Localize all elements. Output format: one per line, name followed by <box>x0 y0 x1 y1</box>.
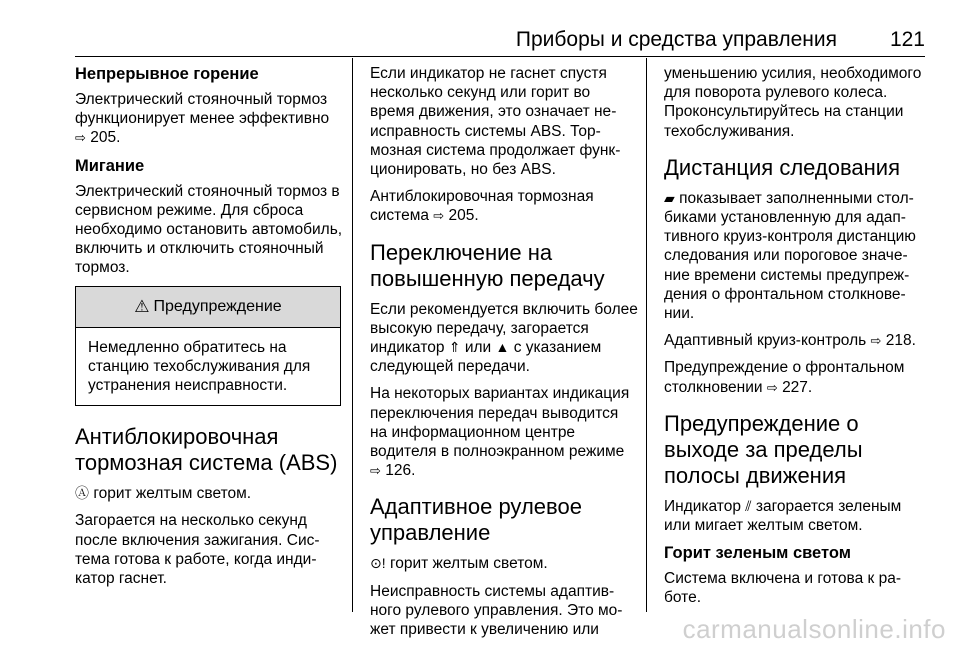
paragraph: ▰ показывает заполненными столбиками установленную для адаптивного круиз-контроля дистанцию следования или пороговое значение времени системы предупреждения о фронтальном столкновении. <box>664 189 916 323</box>
column-3 <box>664 64 926 616</box>
abs-indicator-icon: Ⓐ <box>75 485 89 502</box>
lane-departure-icon: ⫽ <box>745 497 752 514</box>
page-ref-arrow-icon: ⇨ <box>370 463 381 479</box>
section-title-abs: Антиблокировочная тормозная система (ABS) <box>75 424 338 476</box>
watermark: carmanualsonline.info <box>682 614 946 644</box>
paragraph: Электрический стояночный тормоз в сервисном режиме. Для сброса необходимо остановить автомобиль, включить и отключить стояночный тормоз. <box>75 182 343 277</box>
paragraph: Индикатор ⫽ загорается зеленым или мигает желтым светом. <box>664 497 902 535</box>
page-ref: 205. <box>448 207 479 225</box>
section-title-flashing: Мигание <box>75 156 145 175</box>
steering-warning-icon: ⊙! <box>370 555 386 572</box>
paragraph: Система включена и готова к работе. <box>664 570 902 607</box>
page-ref-arrow-icon: ⇨ <box>870 333 882 349</box>
column-divider-2 <box>646 58 647 612</box>
paragraph: На некоторых вариантах индикация переключения передач выводится на информационном центре водителя в полноэкранном режиме ⇨ 126. <box>370 385 630 480</box>
column-1 <box>75 64 343 596</box>
page-ref: 227. <box>782 378 813 396</box>
up-triangle-icon: ▲ <box>495 339 510 356</box>
header-rule <box>75 56 925 57</box>
paragraph: Если рекомендуется включить более высокую передачу, загорается индикатор ⇑ или ▲ с указанием следующей передачи. <box>370 300 638 376</box>
section-title-lane-departure: Предупреждение о выходе за пределы полосы движения <box>664 410 863 488</box>
section-title-green: Горит зеленым светом <box>664 544 851 563</box>
vehicle-ahead-icon: ▰ <box>664 189 675 206</box>
warning-header <box>76 287 340 328</box>
warning-text: Немедленно обратитесь на станцию техобслуживания для устранения неисправности. <box>88 338 311 395</box>
paragraph: Ⓐ горит желтым светом. <box>75 485 252 503</box>
paragraph: Загорается на несколько секунд после включения зажигания. Система готова к работе, когда индикатор гаснет. <box>75 512 320 588</box>
paragraph: Антиблокировочная тормозная система ⇨ 205. <box>370 188 594 225</box>
paragraph: Неисправность системы адаптивного рулевого управления. Это может привести к увеличению или <box>370 582 623 639</box>
paragraph: Адаптивный круиз-контроль ⇨ 218. <box>664 332 916 350</box>
page-number: 121 <box>889 28 925 51</box>
column-2 <box>370 64 638 647</box>
page-ref: 205. <box>90 129 121 147</box>
paragraph: Электрический стояночный тормоз функционирует менее эффективно ⇨ 205. <box>75 91 330 147</box>
page-ref-arrow-icon: ⇨ <box>433 208 445 224</box>
section-title-following-distance: Дистанция следования <box>664 154 901 180</box>
column-divider-1 <box>352 58 353 612</box>
section-title-adaptive-steering: Адаптивное рулевое управление <box>370 494 582 546</box>
paragraph: Если индикатор не гаснет спустя несколько секунд или горит во время движения, это означает неисправность системы ABS. Тормозная система продолжает функционировать, но без ABS. <box>370 65 621 179</box>
warning-triangle-icon: ⚠ <box>134 297 150 317</box>
upshift-indicator-icon: ⇑ <box>448 339 461 356</box>
page-ref: 218. <box>885 332 916 350</box>
paragraph: Предупреждение о фронтальном столкновении ⇨ 227. <box>664 359 905 396</box>
page-ref-arrow-icon: ⇨ <box>766 379 778 395</box>
page-header <box>75 28 925 52</box>
warning-title: Предупреждение <box>153 298 282 316</box>
section-title-continuous: Непрерывное горение <box>75 65 259 83</box>
page-ref-arrow-icon: ⇨ <box>75 130 86 146</box>
paragraph: уменьшению усилия, необходимого для поворота рулевого колеса. Проконсультируйтесь на станции техобслуживания. <box>664 65 922 140</box>
page-ref: 126. <box>385 462 416 480</box>
page-title: Приборы и средства управления <box>515 28 837 51</box>
warning-box <box>75 286 341 407</box>
paragraph: ⊙! горит желтым светом. <box>370 555 548 573</box>
section-title-upshift: Переключение на повышенную передачу <box>370 239 605 291</box>
